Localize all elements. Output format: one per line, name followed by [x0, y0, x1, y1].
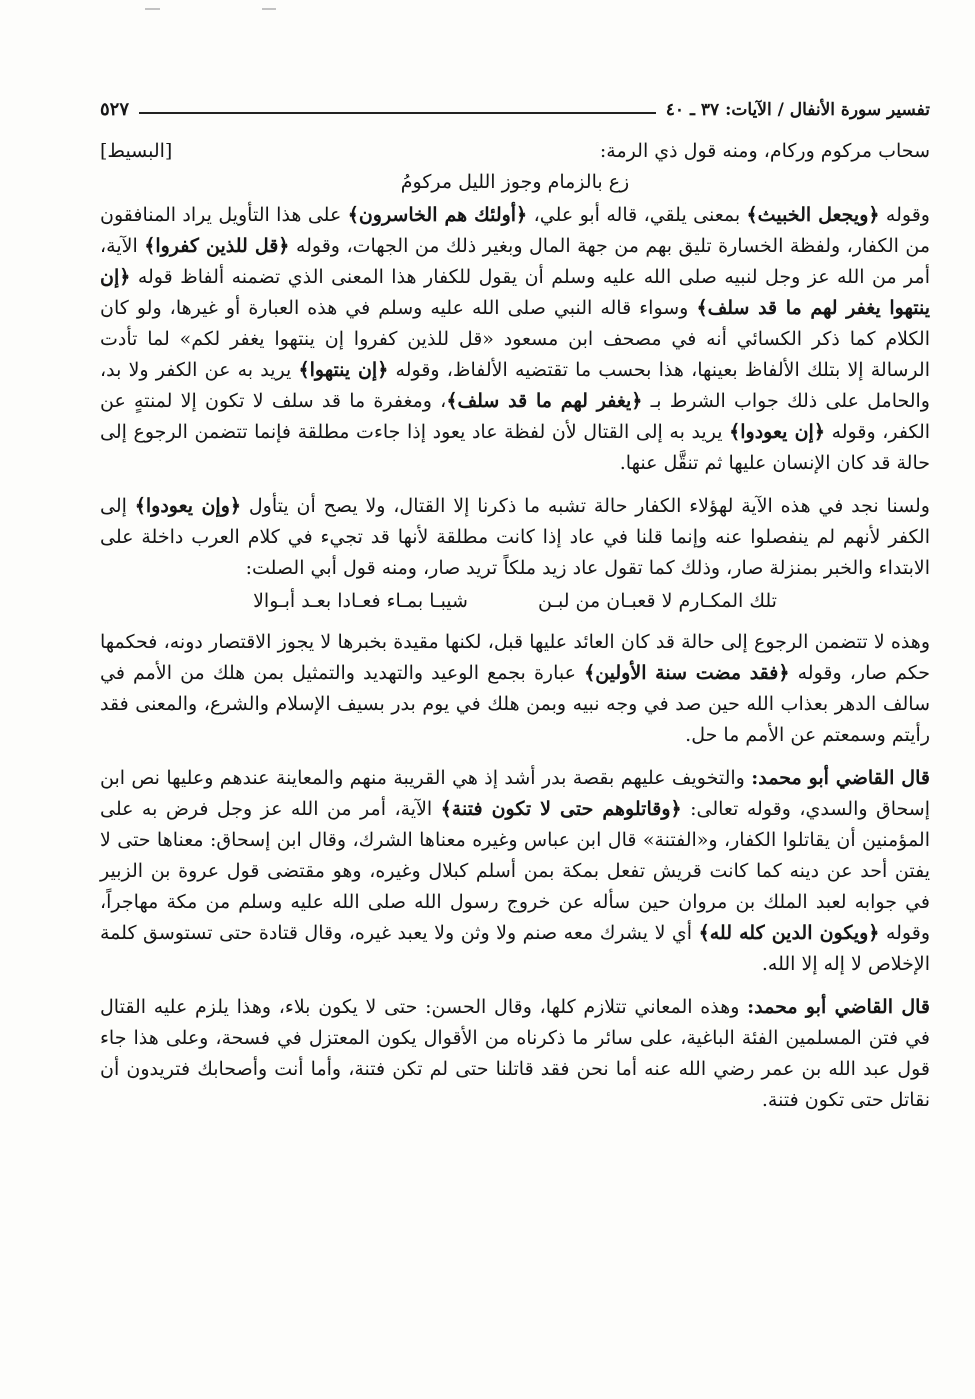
text-run: يريد به عن الكفر ولا بد، والحامل على ذلك جواب الشرط بـ — [100, 359, 930, 412]
header-rule — [139, 112, 656, 114]
poetry-line: زع بالزمام وجوز الليل مركومُ — [400, 171, 630, 193]
text-run: ولسنا نجد في هذه الآية لهؤلاء الكفار حالة تشبه ما ذكرنا إلا القتال، ولا يصح أن يتأول — [248, 495, 930, 517]
quran-quote: ﴿إن ينتهوا يغفر لهم ما قد سلف﴾ — [100, 266, 930, 319]
paragraph-1 — [100, 200, 930, 479]
text-run: وهذه لا تتضمن الرجوع إلى حالة قد كان العائد عليها قبل، لكنها مقيدة بخبرها لا يجوز الاقتصار دونه، فحكمها حكم صار، وقوله — [100, 631, 931, 684]
paragraph-4 — [100, 763, 930, 980]
poetry-intro-line — [100, 136, 930, 167]
meter-label: [البسيط] — [100, 140, 173, 162]
verse-first-hemistich: تلك المكـارم لا قعبـان من لبـن — [537, 590, 777, 612]
poetry-verse — [100, 586, 930, 617]
running-header — [100, 86, 930, 120]
text-run: ، ومغفرة ما قد سلف لا تكون إلا لمنتهٍ عن الكفر، وقوله — [100, 390, 931, 443]
paragraph-3 — [100, 627, 930, 751]
quran-quote: ﴿فقد مضت سنة الأولين﴾ — [584, 662, 790, 684]
quran-quote: ﴿إن يعودوا﴾ — [729, 421, 825, 443]
text-run: إلى الكفر لأنهم لم ينفصلوا عنه وإنما قلنا في عاد إذا كانت مطلقة لأنها قد تجيء في كلام العرب داخلة على الابتداء والخبر بمنزلة صار، وذلك كما تقول عاد زيد ملكاً تريد صار، ومنه قول أبي الصلت: — [100, 495, 930, 579]
header-title: تفسير سورة الأنفال / الآيات: ٣٧ ـ ٤٠ — [665, 100, 930, 120]
text-run: على هذا التأويل يراد المنافقون من الكفار، ولفظة الخسارة تليق بهم من جهة المال وبغير ذلك من الجهات، وقوله — [100, 204, 931, 257]
text-run: بمعنى يلقي، قاله أبو علي، — [533, 204, 741, 226]
text-run: وهذه المعاني تتلازم كلها، وقال الحسن: حتى لا يكون بلاء، وهذا يلزم عليه القتال في فتن المسلمين الفئة الباغية، على سائر ما ذكرناه من الأقوال يكون المعتزل في فسحة، وعلى هذا جاء قول عبد الله بن عمر رضي الله عنه أما نحن فقد قاتلنا حتى لم تكن فتنة، وأما أنت وأصحابك فتريدون أن نقاتل حتى تكون فتنة. — [100, 996, 930, 1111]
text-run: يريد به إلى القتال لأن لفظة عاد يعود إذا جاءت مطلقة فإنما تتضمن الرجوع إلى حالة قد كان الإنسان عليها ثم تنقَّل عنها. — [100, 421, 930, 474]
paragraph-5 — [100, 992, 930, 1116]
text-run: وقوله — [885, 204, 930, 226]
text-run: أي لا يشرك معه صنم ولا وثن ولا يعبد غيره، وقال قتادة حتى تستوسق كلمة الإخلاص لا إله إلا الله. — [100, 922, 930, 975]
poetry-intro: سحاب مركوم وركام، ومنه قول ذي الرمة: — [599, 140, 930, 162]
text-run: الآية، أمر من الله عز وجل لنبيه صلى الله عليه وسلم أن يقول للكفار هذا المعنى الذي تضمنه ألفاظ قوله — [100, 235, 930, 288]
quran-quote: ﴿يغفر لهم ما قد سلف﴾ — [446, 390, 643, 412]
quran-quote: ﴿قل للذين كفروا﴾ — [144, 235, 290, 257]
quran-quote: ﴿وإن يعودوا﴾ — [134, 495, 242, 517]
quran-quote: ﴿ويجعل الخبيث﴾ — [746, 204, 880, 226]
verse-second-hemistich: شيبـا بمـاء فعـادا بعـد أبـوالا — [253, 590, 468, 612]
speaker-label: قال القاضي أبو محمد: — [751, 767, 930, 789]
text-run: عبارة بجمع الوعيد والتهديد والتمثيل بمن هلك من الأمم في سالف الدهر بعذاب الله حين صد في وجه نبيه وبمن هلك في يوم بدر بسيف الإسلام والشرع، والمعنى فقد رأيتم وسمعتم عن الأمم ما حل. — [100, 662, 930, 746]
scan-edge-marks — [0, 0, 975, 20]
quran-quote: ﴿إن ينتهوا﴾ — [298, 359, 389, 381]
text-run: والتخويف عليهم بقصة بدر أشد إذ هي القريبة منهم والمعاينة عندهم وعليها نص ابن إسحاق والسدي، وقوله تعالى: — [100, 767, 930, 820]
quran-quote: ﴿وقاتلوهم حتى لا تكون فتنة﴾ — [440, 798, 682, 820]
text-run: وسواء قاله النبي صلى الله عليه وسلم في هذه العبارة أو غيرها، ولو كان الكلام كما ذكر الكسائي أنه في مصحف ابن مسعود «قل للذين كفروا إن ينتهوا يغفر لكم» لما تأدت الرسالة إلا بتلك الألفاظ بعينها، هذا بحسب ما تقتضيه الألفاظ، وقوله — [100, 297, 930, 381]
text-run: الآية، أمر من الله عز وجل فرض به على المؤمنين أن يقاتلوا الكفار، و«الفتنة» قال ابن عباس وغيره معناها الشرك، وقال ابن إسحاق: معناها حتى لا يفتن أحد عن دينه كما كانت قريش تفعل بمكة بمن أسلم كبلال وغيره، وهو مقتضى قول عروة بن الزبير في جوابه لعبد الملك بن مروان حين سأله عن خروج رسول الله صلى الله عليه وسلم من مكة مهاجراً، وقوله — [100, 798, 931, 944]
paragraph-2 — [100, 491, 930, 584]
page-body — [100, 136, 930, 1128]
quran-quote: ﴿ويكون الدين كله لله﴾ — [698, 922, 880, 944]
speaker-label: قال القاضي أبو محمد: — [747, 996, 930, 1018]
page-number: ٥٢٧ — [100, 99, 130, 120]
quran-quote: ﴿أولئك هم الخاسرون﴾ — [347, 204, 528, 226]
